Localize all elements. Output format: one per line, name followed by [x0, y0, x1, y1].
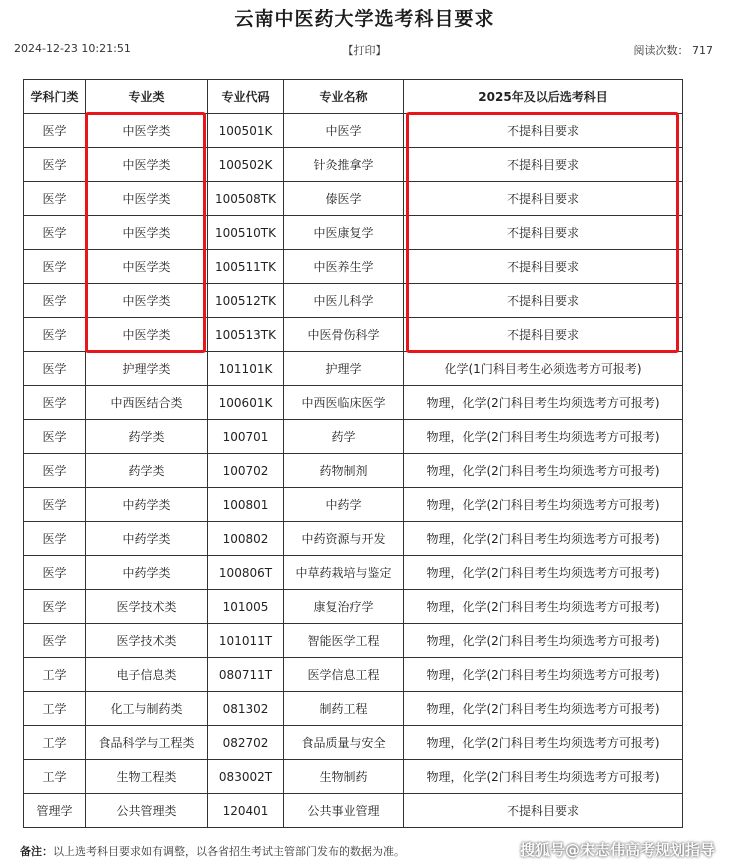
cell-subject-requirements: 不提科目要求 — [404, 318, 683, 352]
cell-subject-requirements: 物理，化学(2门科目考生均须选考方可报考) — [404, 726, 683, 760]
cell-major-category: 中医学类 — [86, 216, 208, 250]
cell-major-name: 中医学 — [284, 114, 404, 148]
cell-subject-requirements: 不提科目要求 — [404, 216, 683, 250]
cell-subject-requirements: 物理，化学(2门科目考生均须选考方可报考) — [404, 556, 683, 590]
cell-subject-requirements: 物理，化学(2门科目考生均须选考方可报考) — [404, 590, 683, 624]
cell-discipline: 医学 — [24, 522, 86, 556]
table-row — [24, 182, 683, 216]
page-title: 云南中医药大学选考科目要求 — [234, 8, 495, 30]
cell-subject-requirements: 物理，化学(2门科目考生均须选考方可报考) — [404, 658, 683, 692]
cell-major-code: 101011T — [208, 624, 284, 658]
cell-major-code: 100806T — [208, 556, 284, 590]
cell-major-category: 化工与制药类 — [86, 692, 208, 726]
cell-subject-requirements: 物理，化学(2门科目考生均须选考方可报考) — [404, 692, 683, 726]
table-row — [24, 420, 683, 454]
view-count — [634, 42, 714, 58]
cell-major-name: 中医康复学 — [284, 216, 404, 250]
cell-major-code: 081302 — [208, 692, 284, 726]
cell-discipline: 医学 — [24, 318, 86, 352]
table-row — [24, 352, 683, 386]
cell-major-name: 药物制剂 — [284, 454, 404, 488]
cell-major-code: 100512TK — [208, 284, 284, 318]
cell-major-category: 药学类 — [86, 420, 208, 454]
cell-major-name: 智能医学工程 — [284, 624, 404, 658]
cell-major-code: 100802 — [208, 522, 284, 556]
view-count-label: 阅读次数： — [633, 44, 689, 57]
table-row — [24, 216, 683, 250]
cell-discipline: 医学 — [24, 556, 86, 590]
cell-major-name: 中医骨伤科学 — [284, 318, 404, 352]
cell-discipline: 医学 — [24, 386, 86, 420]
cell-major-name: 中药学 — [284, 488, 404, 522]
cell-major-category: 食品科学与工程类 — [86, 726, 208, 760]
table-row — [24, 488, 683, 522]
cell-major-code: 101005 — [208, 590, 284, 624]
cell-major-name: 针灸推拿学 — [284, 148, 404, 182]
cell-subject-requirements: 不提科目要求 — [404, 794, 683, 828]
cell-major-category: 医学技术类 — [86, 624, 208, 658]
cell-major-category: 护理学类 — [86, 352, 208, 386]
table-row — [24, 284, 683, 318]
cell-major-code: 080711T — [208, 658, 284, 692]
cell-major-name: 中医儿科学 — [284, 284, 404, 318]
header-major-name: 专业名称 — [284, 80, 404, 114]
cell-discipline: 医学 — [24, 488, 86, 522]
cell-subject-requirements: 不提科目要求 — [404, 148, 683, 182]
cell-major-category: 药学类 — [86, 454, 208, 488]
cell-major-code: 100510TK — [208, 216, 284, 250]
cell-subject-requirements: 化学(1门科目考生必须选考方可报考) — [404, 352, 683, 386]
cell-major-name: 公共事业管理 — [284, 794, 404, 828]
footnote-label: 备注： — [20, 845, 53, 858]
cell-discipline: 管理学 — [24, 794, 86, 828]
table-row — [24, 590, 683, 624]
table-row — [24, 658, 683, 692]
cell-subject-requirements: 物理，化学(2门科目考生均须选考方可报考) — [404, 522, 683, 556]
cell-major-name: 护理学 — [284, 352, 404, 386]
cell-discipline: 工学 — [24, 726, 86, 760]
cell-major-name: 药学 — [284, 420, 404, 454]
table-header-row — [24, 80, 683, 114]
table-row — [24, 454, 683, 488]
cell-major-category: 中医学类 — [86, 318, 208, 352]
cell-major-name: 食品质量与安全 — [284, 726, 404, 760]
cell-major-code: 082702 — [208, 726, 284, 760]
header-major-category: 专业类 — [86, 80, 208, 114]
cell-major-category: 中西医结合类 — [86, 386, 208, 420]
cell-subject-requirements: 不提科目要求 — [404, 182, 683, 216]
cell-major-code: 100702 — [208, 454, 284, 488]
print-button[interactable]: 【打印】 — [342, 44, 387, 57]
header-discipline: 学科门类 — [24, 80, 86, 114]
cell-major-code: 100501K — [208, 114, 284, 148]
cell-subject-requirements: 物理，化学(2门科目考生均须选考方可报考) — [404, 760, 683, 794]
table-row — [24, 726, 683, 760]
cell-discipline: 医学 — [24, 216, 86, 250]
cell-major-name: 中药资源与开发 — [284, 522, 404, 556]
cell-major-category: 生物工程类 — [86, 760, 208, 794]
footnote — [20, 843, 405, 859]
table-row — [24, 148, 683, 182]
cell-major-category: 中医学类 — [86, 114, 208, 148]
cell-major-name: 康复治疗学 — [284, 590, 404, 624]
cell-subject-requirements: 物理，化学(2门科目考生均须选考方可报考) — [404, 624, 683, 658]
cell-discipline: 医学 — [24, 250, 86, 284]
table-row — [24, 760, 683, 794]
cell-major-category: 电子信息类 — [86, 658, 208, 692]
cell-discipline: 工学 — [24, 658, 86, 692]
table-row — [24, 624, 683, 658]
cell-discipline: 医学 — [24, 114, 86, 148]
cell-major-code: 083002T — [208, 760, 284, 794]
cell-discipline: 医学 — [24, 352, 86, 386]
cell-subject-requirements: 物理，化学(2门科目考生均须选考方可报考) — [404, 420, 683, 454]
cell-discipline: 医学 — [24, 284, 86, 318]
cell-major-code: 100502K — [208, 148, 284, 182]
cell-major-name: 中医养生学 — [284, 250, 404, 284]
cell-discipline: 医学 — [24, 420, 86, 454]
cell-major-code: 100508TK — [208, 182, 284, 216]
table-row — [24, 114, 683, 148]
cell-subject-requirements: 物理，化学(2门科目考生均须选考方可报考) — [404, 454, 683, 488]
cell-major-name: 制药工程 — [284, 692, 404, 726]
header-subject-requirements: 2025年及以后选考科目 — [404, 80, 683, 114]
cell-subject-requirements: 不提科目要求 — [404, 114, 683, 148]
cell-subject-requirements: 物理，化学(2门科目考生均须选考方可报考) — [404, 386, 683, 420]
table-body — [24, 114, 683, 828]
view-count-value: 717 — [692, 44, 713, 57]
cell-major-code: 100601K — [208, 386, 284, 420]
cell-discipline: 医学 — [24, 454, 86, 488]
cell-discipline: 医学 — [24, 590, 86, 624]
publish-datetime: 2024-12-23 10:21:51 — [14, 42, 131, 55]
cell-major-category: 中医学类 — [86, 250, 208, 284]
cell-major-code: 100801 — [208, 488, 284, 522]
table-row — [24, 386, 683, 420]
cell-major-name: 傣医学 — [284, 182, 404, 216]
cell-major-category: 中医学类 — [86, 284, 208, 318]
cell-major-category: 医学技术类 — [86, 590, 208, 624]
table-row — [24, 794, 683, 828]
cell-major-name: 中西医临床医学 — [284, 386, 404, 420]
cell-major-code: 100511TK — [208, 250, 284, 284]
table-row — [24, 318, 683, 352]
cell-major-category: 中药学类 — [86, 522, 208, 556]
subject-requirements-table — [23, 79, 683, 828]
cell-subject-requirements: 物理，化学(2门科目考生均须选考方可报考) — [404, 488, 683, 522]
cell-major-code: 100701 — [208, 420, 284, 454]
cell-major-category: 公共管理类 — [86, 794, 208, 828]
footnote-text: 以上选考科目要求如有调整，以各省招生考试主管部门发布的数据为准。 — [53, 845, 405, 858]
cell-major-name: 中草药栽培与鉴定 — [284, 556, 404, 590]
cell-major-code: 100513TK — [208, 318, 284, 352]
cell-major-category: 中医学类 — [86, 182, 208, 216]
cell-major-name: 医学信息工程 — [284, 658, 404, 692]
cell-major-name: 生物制药 — [284, 760, 404, 794]
cell-major-category: 中药学类 — [86, 488, 208, 522]
table-row — [24, 692, 683, 726]
cell-major-category: 中药学类 — [86, 556, 208, 590]
header-major-code: 专业代码 — [208, 80, 284, 114]
cell-discipline: 医学 — [24, 182, 86, 216]
cell-major-category: 中医学类 — [86, 148, 208, 182]
cell-discipline: 工学 — [24, 760, 86, 794]
cell-major-code: 101101K — [208, 352, 284, 386]
watermark: 搜狐号@宋志伟高考规划指导 — [519, 841, 715, 859]
table-row — [24, 556, 683, 590]
print-link-wrapper — [0, 42, 729, 58]
cell-major-code: 120401 — [208, 794, 284, 828]
cell-discipline: 医学 — [24, 148, 86, 182]
cell-subject-requirements: 不提科目要求 — [404, 250, 683, 284]
cell-subject-requirements: 不提科目要求 — [404, 284, 683, 318]
cell-discipline: 工学 — [24, 692, 86, 726]
table-row — [24, 522, 683, 556]
table-row — [24, 250, 683, 284]
cell-discipline: 医学 — [24, 624, 86, 658]
